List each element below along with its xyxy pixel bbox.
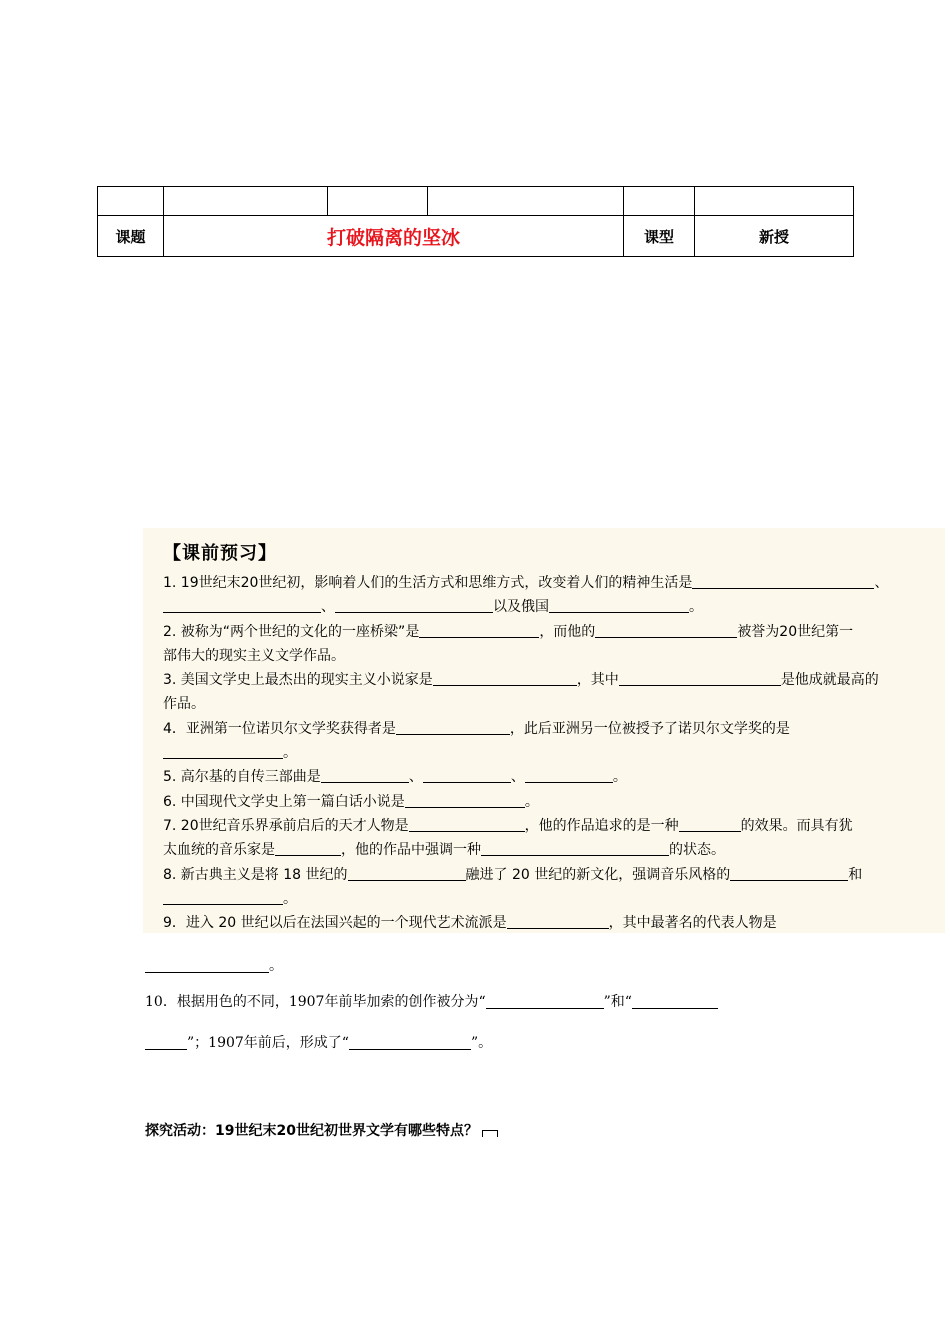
- question-6: [163, 790, 939, 814]
- answer-blank[interactable]: [405, 793, 525, 808]
- answer-blank[interactable]: [679, 817, 741, 832]
- question-8-line-2: [163, 887, 939, 911]
- separator: 、: [321, 599, 335, 616]
- text-cursor-mark: [482, 1130, 498, 1137]
- answer-blank[interactable]: [595, 623, 737, 638]
- question-3-line-2: [163, 692, 939, 716]
- answer-blank[interactable]: [619, 671, 781, 686]
- question-text: 部伟大的现实主义文学作品。: [163, 647, 345, 664]
- answer-blank[interactable]: [409, 817, 525, 832]
- question-3-line-1: [163, 668, 939, 692]
- answer-blank[interactable]: [396, 720, 510, 735]
- question-text: ，他的作品中强调一种: [341, 842, 481, 859]
- question-8-line-1: [163, 863, 939, 887]
- question-text: 和: [848, 866, 863, 883]
- question-7-line-1: [163, 814, 939, 838]
- question-text: 9．进入 20 世纪以后在法国兴起的一个现代艺术流派是: [163, 915, 507, 932]
- question-text: 2. 被称为“两个世纪的文化的一座桥梁”是: [163, 623, 420, 640]
- preview-heading: 【课前预习】: [163, 543, 277, 564]
- explore-text: 探究活动：19世纪末20世纪初世界文学有哪些特点？: [145, 1123, 478, 1139]
- question-5: [163, 765, 939, 789]
- question-10-line-2: [145, 1032, 492, 1052]
- question-10-line-1: [145, 991, 718, 1011]
- question-text: 1. 19世纪末20世纪初，影响着人们的生活方式和思维方式，改变着人们的精神生活是: [163, 575, 693, 591]
- question-text: 太血统的音乐家是: [163, 842, 275, 859]
- question-text: 6. 中国现代文学史上第一篇白话小说是: [163, 793, 405, 810]
- question-text: 3. 美国文学史上最杰出的现实主义小说家是: [163, 672, 433, 689]
- answer-blank[interactable]: [549, 598, 689, 613]
- type-label: 课型: [624, 216, 695, 257]
- separator: 、: [874, 575, 889, 591]
- topic-label: 课题: [98, 216, 164, 257]
- period: 。: [689, 599, 703, 616]
- question-text: ”；1907年前后，形成了“: [187, 1035, 349, 1051]
- header-cell: [164, 187, 328, 216]
- type-value: 新授: [695, 216, 854, 257]
- question-2-line-1: [163, 620, 939, 644]
- question-text: 是他成就最高的: [780, 672, 879, 689]
- answer-blank[interactable]: [145, 1035, 187, 1050]
- question-text: 被誉为20世纪第一: [737, 623, 854, 640]
- answer-blank[interactable]: [486, 994, 604, 1009]
- question-1-line-1: [163, 571, 939, 595]
- answer-blank[interactable]: [163, 598, 321, 613]
- question-text: 5. 高尔基的自传三部曲是: [163, 769, 321, 786]
- preview-section: [143, 528, 945, 933]
- answer-blank[interactable]: [481, 841, 669, 856]
- header-row-main: [98, 216, 854, 257]
- answer-blank[interactable]: [348, 866, 466, 881]
- question-text: 8. 新古典主义是将 18 世纪的: [163, 866, 348, 883]
- lesson-title: 打破隔离的坚冰: [164, 216, 624, 257]
- question-1-line-2: [163, 595, 939, 619]
- answer-blank[interactable]: [275, 841, 341, 856]
- question-9-line-2: [145, 955, 283, 975]
- answer-blank[interactable]: [321, 768, 409, 783]
- separator: 、: [408, 769, 423, 786]
- answer-blank[interactable]: [433, 671, 577, 686]
- question-text: 以及俄国: [493, 599, 549, 616]
- header-row-empty: [98, 187, 854, 216]
- answer-blank[interactable]: [349, 1035, 471, 1050]
- answer-blank[interactable]: [163, 890, 283, 905]
- question-text: ，而他的: [539, 623, 596, 640]
- answer-blank[interactable]: [525, 768, 613, 783]
- period: 。: [524, 793, 539, 810]
- question-text: 的状态。: [669, 842, 725, 859]
- header-cell: [624, 187, 695, 216]
- answer-blank[interactable]: [507, 914, 609, 929]
- question-text: 7. 20世纪音乐界承前启后的天才人物是: [163, 817, 409, 834]
- answer-blank[interactable]: [632, 994, 718, 1009]
- period: 。: [283, 745, 297, 762]
- question-text: ，其中最著名的代表人物是: [608, 915, 777, 932]
- question-text: ”。: [470, 1035, 493, 1051]
- answer-blank[interactable]: [423, 768, 511, 783]
- question-text: 融进了 20 世纪的新文化，强调音乐风格的: [465, 866, 731, 883]
- header-cell: [428, 187, 624, 216]
- question-text: ，他的作品追求的是一种: [524, 817, 679, 834]
- question-text: ”和“: [603, 994, 632, 1010]
- answer-blank[interactable]: [419, 623, 539, 638]
- answer-blank[interactable]: [692, 574, 874, 589]
- question-4-line-2: [163, 741, 939, 765]
- explore-activity: [145, 1120, 498, 1140]
- period: 。: [269, 958, 283, 974]
- answer-blank[interactable]: [335, 598, 493, 613]
- question-text: 4．亚洲第一位诺贝尔文学奖获得者是: [163, 720, 396, 737]
- question-text: ，其中: [576, 672, 619, 689]
- answer-blank[interactable]: [163, 744, 283, 759]
- header-cell: [695, 187, 854, 216]
- lesson-header-table: [97, 186, 854, 257]
- answer-blank[interactable]: [730, 866, 848, 881]
- question-text: 作品。: [163, 696, 205, 713]
- question-9-line-1: [163, 911, 939, 935]
- question-text: 10．根据用色的不同，1907年前毕加索的创作被分为“: [145, 994, 486, 1010]
- question-text: ，此后亚洲另一位被授予了诺贝尔文学奖的是: [509, 720, 790, 737]
- question-4-line-1: [163, 717, 939, 741]
- separator: 、: [510, 769, 525, 786]
- question-7-line-2: [163, 838, 939, 862]
- header-cell: [328, 187, 428, 216]
- period: 。: [612, 769, 627, 786]
- period: 。: [283, 890, 297, 907]
- question-2-line-2: [163, 644, 939, 668]
- question-text: 的效果。而具有犹: [740, 817, 853, 834]
- header-cell: [98, 187, 164, 216]
- answer-blank[interactable]: [145, 958, 269, 973]
